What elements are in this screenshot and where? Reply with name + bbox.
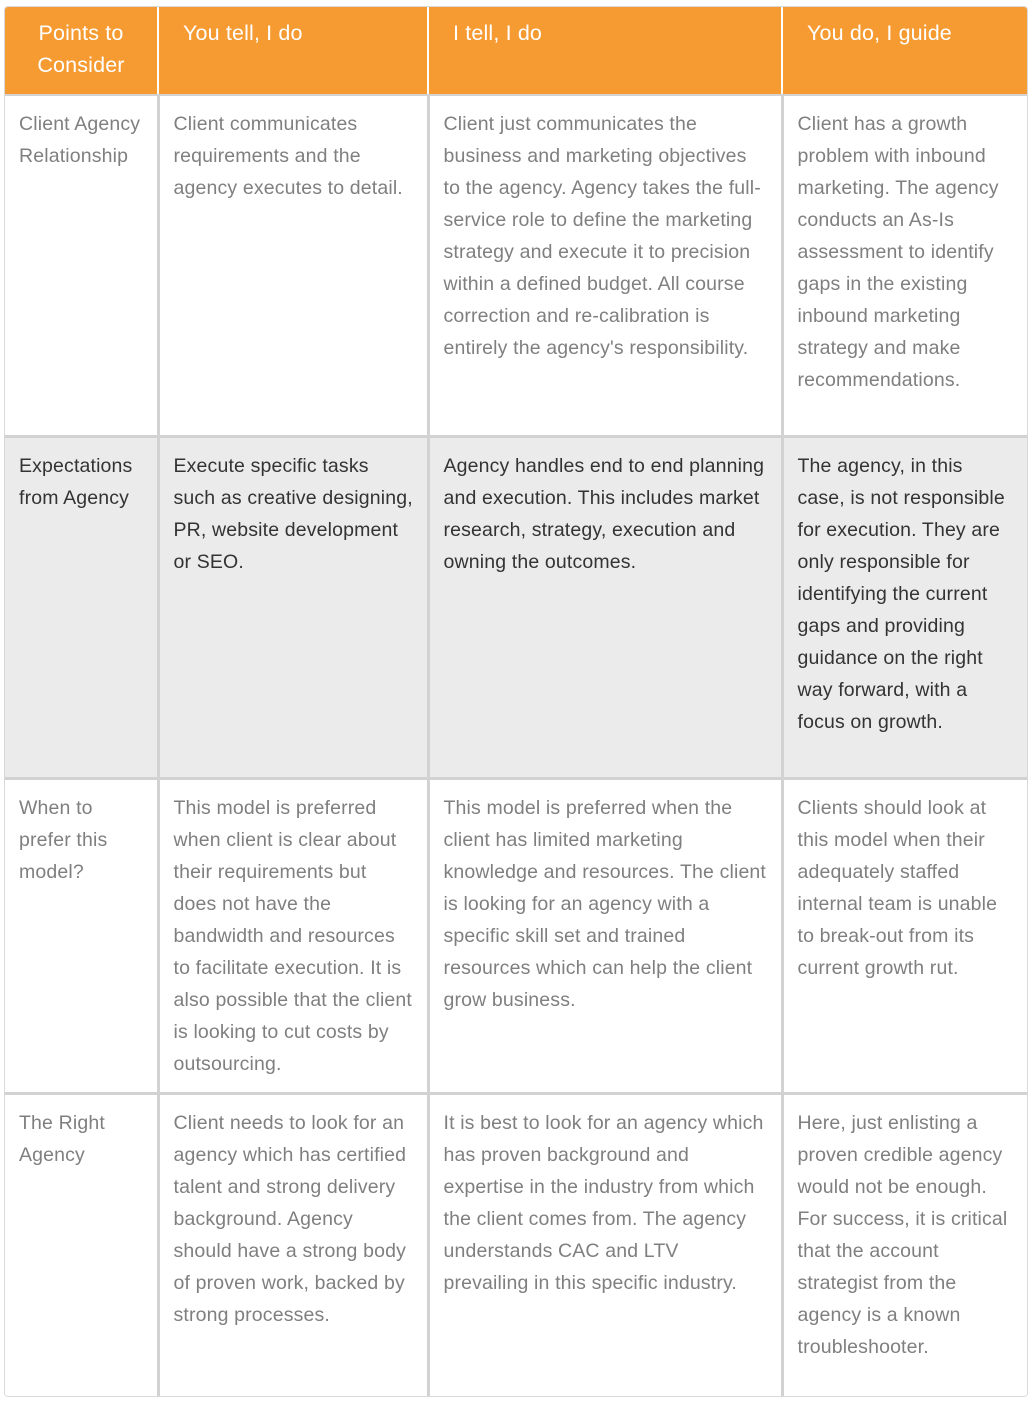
cell-you-do-i-guide: Here, just enlisting a proven credible agency would not be enough. For success, it is critical that the account strategist from the agency is a known troubleshooter. xyxy=(782,1093,1027,1397)
row-label: Expectations from Agency xyxy=(5,436,158,778)
table-header xyxy=(5,7,1027,95)
cell-i-tell-i-do: Client just communicates the business and marketing objectives to the agency. Agency takes the full-service role to define the marketing strategy and execute it to precision within a defined budget. All course correction and re-calibration is entirely the agency's responsibility. xyxy=(428,95,782,436)
table-row-the-right-agency xyxy=(5,1093,1027,1397)
table-row-client-agency-relationship xyxy=(5,95,1027,436)
cell-you-tell-i-do: Client communicates requirements and the agency executes to detail. xyxy=(158,95,428,436)
table-body xyxy=(5,95,1027,1397)
cell-you-do-i-guide: Client has a growth problem with inbound marketing. The agency conducts an As-Is assessment to identify gaps in the existing inbound marketing strategy and make recommendations. xyxy=(782,95,1027,436)
header-row xyxy=(5,7,1027,95)
cell-you-tell-i-do: Execute specific tasks such as creative designing, PR, website development or SEO. xyxy=(158,436,428,778)
agency-model-comparison-table xyxy=(5,7,1027,1397)
comparison-table-container xyxy=(4,6,1028,1397)
cell-you-tell-i-do: This model is preferred when client is clear about their requirements but does not have the bandwidth and resources to facilitate execution. It is also possible that the client is looking to cut costs by outsourcing. xyxy=(158,778,428,1093)
cell-you-do-i-guide: Clients should look at this model when their adequately staffed internal team is unable to break-out from its current growth rut. xyxy=(782,778,1027,1093)
row-label: The Right Agency xyxy=(5,1093,158,1397)
header-you-tell-i-do: You tell, I do xyxy=(158,7,428,95)
cell-you-tell-i-do: Client needs to look for an agency which has certified talent and strong delivery background. Agency should have a strong body of proven work, backed by strong processes. xyxy=(158,1093,428,1397)
header-points-to-consider: Points to Consider xyxy=(5,7,158,95)
row-label: When to prefer this model? xyxy=(5,778,158,1093)
cell-you-do-i-guide: The agency, in this case, is not responsible for execution. They are only responsible for identifying the current gaps and providing guidance on the right way forward, with a focus on growth. xyxy=(782,436,1027,778)
cell-i-tell-i-do: Agency handles end to end planning and execution. This includes market research, strategy, execution and owning the outcomes. xyxy=(428,436,782,778)
header-you-do-i-guide: You do, I guide xyxy=(782,7,1027,95)
table-row-expectations-from-agency xyxy=(5,436,1027,778)
cell-i-tell-i-do: It is best to look for an agency which has proven background and expertise in the industry from which the client comes from. The agency understands CAC and LTV prevailing in this specific industry. xyxy=(428,1093,782,1397)
table-row-when-to-prefer xyxy=(5,778,1027,1093)
cell-i-tell-i-do: This model is preferred when the client has limited marketing knowledge and resources. The client is looking for an agency with a specific skill set and trained resources which can help the client grow business. xyxy=(428,778,782,1093)
row-label: Client Agency Relationship xyxy=(5,95,158,436)
header-i-tell-i-do: I tell, I do xyxy=(428,7,782,95)
